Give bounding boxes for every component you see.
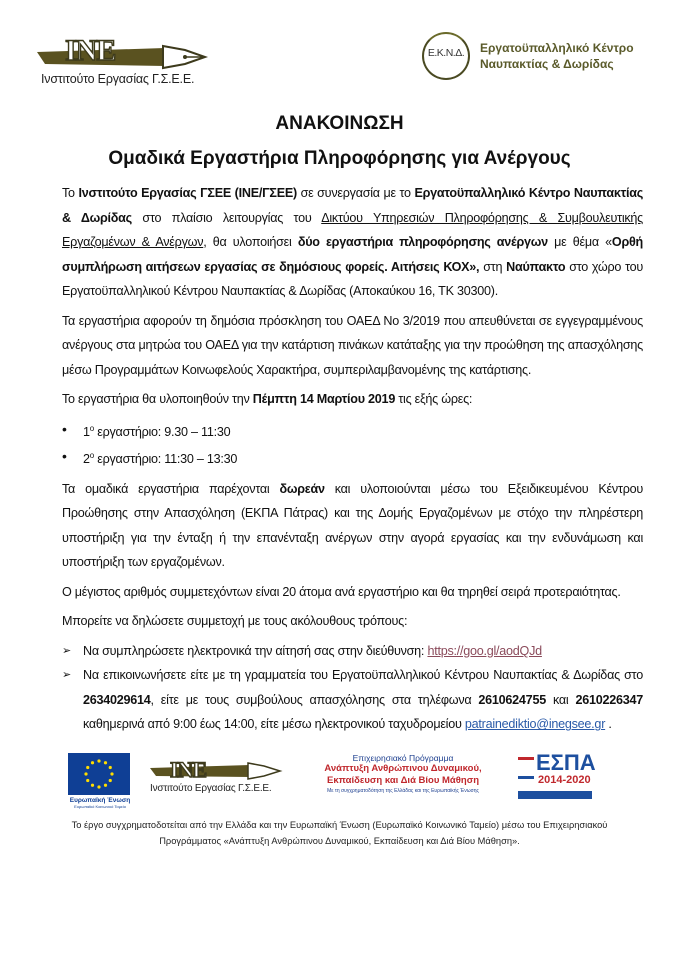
operational-programme-logo [308,753,498,794]
ekd-logo-mark: Ε.Κ.Ν.Δ. [427,47,465,59]
arrow-bullet-icon: ➢ [62,669,71,682]
announcement-heading: ΑΝΑΚΟΙΝΩΣΗ [275,113,404,134]
session-item [62,417,643,445]
eu-star [97,785,100,788]
eu-star [91,784,94,787]
text-run: Εργατοϋπαλληλικό Κέντρο Ναυπακτίας & Δωρίδας [62,186,644,225]
text-run: Να επικοινωνήσετε είτε με τη γραμματεία του Εργατοϋπαλληλικού Κέντρου Ναυπακτίας & Δωρίδας στο [83,668,643,683]
text-run: Ναύπακτο [506,259,566,274]
eu-star [110,772,113,775]
text-run: στο πλαίσιο λειτουργίας του [131,210,322,225]
ine-footer-caption: Ινστιτούτο Εργασίας Γ.Σ.Ε.Ε. [150,782,272,794]
link[interactable]: https://goo.gl/aodQJd [427,643,542,658]
espa-years: 2014-2020 [538,773,591,786]
ekd-logo [418,32,658,82]
text-run: , είτε με τους συμβούλους απασχόλησης στα τηλέφωνα [150,692,479,707]
text-run: Πέμπτη 14 Μαρτίου 2019 [252,392,396,406]
registration-options [62,639,643,737]
eu-star [86,766,89,769]
session-list [62,417,643,472]
text-run: και [545,692,576,707]
announcement-subtitle: Ομαδικά Εργαστήρια Πληροφόρησης για Ανέργους [108,148,571,169]
eu-star [109,779,112,782]
session-item [62,444,643,472]
funding-logos [68,751,628,813]
text-run: στη [479,259,507,274]
paragraph [62,309,643,383]
text-run: Δικτύου Υπηρεσιών Πληροφόρησης & Συμβουλευτικής Εργαζομένων & Ανέργων [62,210,643,249]
paragraph [62,477,643,575]
text-run: δωρεάν [279,481,325,496]
eu-star [91,761,94,764]
paragraph [62,387,643,412]
paragraph [62,580,643,605]
eu-star [104,784,107,787]
eu-flag-icon [68,753,130,795]
session-ordinal: ο [89,423,94,433]
session-label: εργαστήριο: 11:30 – 13:30 [93,452,238,467]
session-number: 1 [83,424,90,439]
page-flow [0,181,679,849]
espa-logo [518,749,596,802]
eu-star [86,779,89,782]
session-number: 2 [83,452,90,467]
text-run: Το [62,186,79,200]
text-run: Ο μέγιστος αριθμός συμμετεχόντων είναι 20 άτομα ανά εργαστήριο και θα τηρηθεί σειρά προτεραιότητας. [62,584,621,599]
text-run: 2610226347 [575,692,643,707]
eu-star [104,761,107,764]
text-run: καθημερινά από 9:00 έως 14:00, είτε μέσω ηλεκτρονικού ταχυδρομείου [83,717,465,732]
ine-logo [35,36,215,92]
arrow-bullet-icon: ➢ [62,644,71,657]
eu-caption-title: Ευρωπαϊκή Ένωση [69,796,131,804]
text-run: Μπορείτε να δηλώσετε συμμετοχή με τους ακόλουθους τρόπους: [62,614,408,629]
text-run: στο χώρο του Εργατοϋπαλληλικού Κέντρου Ναυπακτίας & Δωρίδας (Αποκαύκου 16, ΤΚ 30300). [62,259,644,298]
text-run: Το εργαστήρια θα υλοποιηθούν την [62,392,253,406]
op-line1: Επιχειρησιακό Πρόγραμμα [352,752,454,763]
espa-stripes-icon [518,757,534,779]
ine-logo-caption: Ινστιτούτο Εργασίας Γ.Σ.Ε.Ε. [41,72,195,86]
text-run: με θέμα « [547,235,612,249]
text-run: Ινστιτούτο Εργασίας ΓΣΕΕ (ΙΝΕ/ΓΣΕΕ) [78,186,297,200]
op-line4: Με τη συγχρηματοδότηση της Ελλάδας και της Ευρωπαϊκής Ένωσης [327,787,479,794]
funding-note-line1: Το έργο συγχρηματοδοτείται από την Ελλάδα και την Ευρωπαϊκή Ένωση (Ευρωπαϊκό Κοινωνικό Ταμείο) μέσω του Επιχειρησιακού [71,819,608,830]
ekd-name-line1: Εργατοϋπαλληλικό Κέντρο [480,41,634,55]
text-run: Τα εργαστήρια αφορούν τη δημόσια πρόσκληση του ΟΑΕΔ Νο 3/2019 που απευθύνεται σε εγγεγραμμένους ανέργους στα μητρώα του ΟΑΕΔ για την κατάρτιση πινάκων κατάταξης για την προώθηση της απασχόλησης μέσω Προγραμμάτων Κοινωφελούς Χαρακτήρα, συμπεριλαμβανομένης της κατάρτισης. [62,313,643,377]
option-item [62,663,643,737]
espa-title: ΕΣΠΑ [536,749,596,775]
text-run: 2610624755 [478,692,546,707]
text-run: και υλοποιούνται μέσω του Εξειδικευμένου Κέντρου Προώθησης στην Απασχόληση (ΕΚΠΑ Πάτρας) και της Δομής Εργαζομένων με στόχο την πληρέστερη υποστήριξη για την ένταξη ή την επανένταξη ανέργων στην αγορά εργασίας και την ενδυνάμωση και υποστήριξη των εργαζομένων. [62,481,643,570]
link[interactable]: patrainediktio@inegsee.gr [464,717,606,732]
ekd-logo-name [480,40,634,72]
text-run: τις εξής ώρες: [395,392,473,406]
paragraph [62,609,643,634]
session-label: εργαστήριο: 9.30 – 11:30 [93,424,231,439]
espa-bar [518,791,592,799]
text-run: σε συνεργασία με το [296,186,415,200]
eu-star [109,766,112,769]
ine-footer-logo [150,757,295,797]
session-ordinal: ο [89,451,94,461]
funding-note-line2: Προγράμματος «Ανάπτυξη Ανθρώπινου Δυναμικού, Εκπαίδευση και Διά Βίου Μάθηση». [159,835,520,846]
ekd-name-line2: Ναυπακτίας & Δωρίδας [480,57,614,71]
ine-logo-mark: INE [65,34,116,67]
text-run: , θα υλοποιήσει [203,235,298,249]
eu-caption-sub: Ευρωπαϊκό Κοινωνικό Ταμείο [74,803,126,809]
paragraph [62,181,643,304]
text-run: . [605,717,612,732]
text-run: Να συμπληρώσετε ηλεκτρονικά την αίτησή σας στην διεύθυνση: [83,643,428,658]
eu-star [84,772,87,775]
pen-nib-icon [35,36,215,76]
op-line2: Ανάπτυξη Ανθρώπινου Δυναμικού, [324,762,482,774]
announcement-body [62,181,643,737]
text-run: Ορθή συμπλήρωση αιτήσεων εργασίας σε δημόσιους φορείς. Αιτήσεις ΚΟΧ», [62,235,643,274]
eu-star [97,759,100,762]
text-run: δύο εργαστήρια πληροφόρησης ανέργων [297,235,548,249]
option-item [62,639,643,664]
op-line3: Εκπαίδευση και Διά Βίου Μάθηση [326,774,480,786]
text-run: 2634029614 [83,692,151,707]
eu-caption [68,797,132,809]
ine-footer-mark: INE [170,756,207,782]
text-run: Τα ομαδικά εργαστήρια παρέχονται [62,481,280,496]
